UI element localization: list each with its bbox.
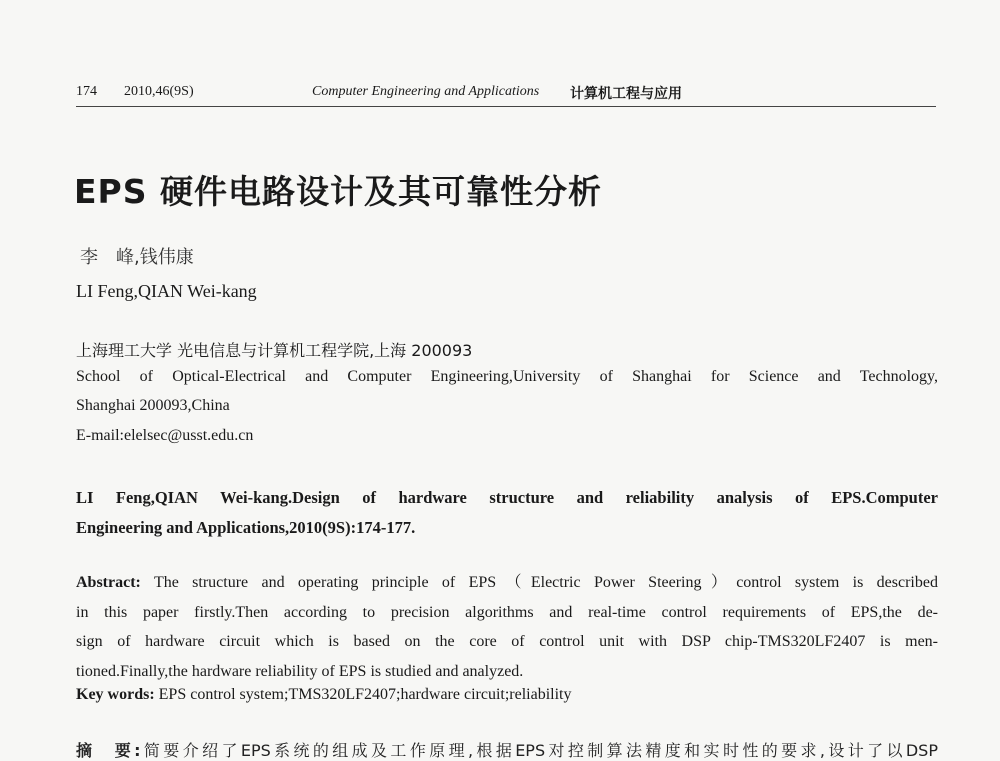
affiliation-cn: 上海理工大学 光电信息与计算机工程学院,上海 200093 (76, 341, 473, 360)
abstract-line: tioned.Finally,the hardware reliability of EPS is studied and analyzed. (76, 662, 524, 680)
abstract-cn-label: 摘 要: (76, 741, 141, 760)
citation-block (76, 483, 938, 543)
abstract-text: The structure and operating principle of EPS（Electric Power Steering）control system is described (153, 574, 938, 591)
abstract-cn (76, 738, 938, 761)
abstract-label: Abstract: (76, 574, 141, 591)
affiliation-city: Shanghai 200093,China (76, 397, 230, 414)
keywords-text: EPS control system;TMS320LF2407;hardware circuit;reliability (158, 686, 572, 703)
page-number: 174 (76, 84, 97, 99)
paper-title: EPS 硬件电路设计及其可靠性分析 (74, 172, 602, 211)
abstract-line: sign of hardware circuit which is based on the core of control unit with DSP chip-TMS320LF2407 is men- (76, 633, 938, 650)
authors-en: LI Feng,QIAN Wei-kang (76, 281, 257, 301)
abstract-line: in this paper firstly.Then according to precision algorithms and real-time control requirements of EPS,the de- (76, 603, 938, 621)
running-header (76, 84, 936, 108)
keywords-label: Key words: (76, 686, 155, 703)
citation-line: Engineering and Applications,2010(9S):174-177. (76, 518, 416, 537)
keywords (76, 686, 571, 704)
header-divider (76, 106, 936, 107)
affiliation-en: School of Optical-Electrical and Computer Engineering,University of Shanghai for Science and Technology, (76, 368, 938, 385)
abstract-line (76, 568, 938, 598)
journal-name-cn: 计算机工程与应用 (570, 86, 682, 102)
authors-cn: 李 峰,钱伟康 (80, 247, 194, 268)
issue-info: 2010,46(9S) (124, 84, 194, 99)
abstract-cn-text: 简要介绍了EPS系统的组成及工作原理,根据EPS对控制算法精度和实时性的要求,设计了以DSP (140, 741, 938, 760)
abstract-en (76, 568, 938, 686)
journal-name-en: Computer Engineering and Applications (312, 84, 540, 99)
citation-line: LI Feng,QIAN Wei-kang.Design of hardware structure and reliability analysis of EPS.Computer (76, 488, 938, 507)
author-email: E-mail:elelsec@usst.edu.cn (76, 427, 254, 444)
